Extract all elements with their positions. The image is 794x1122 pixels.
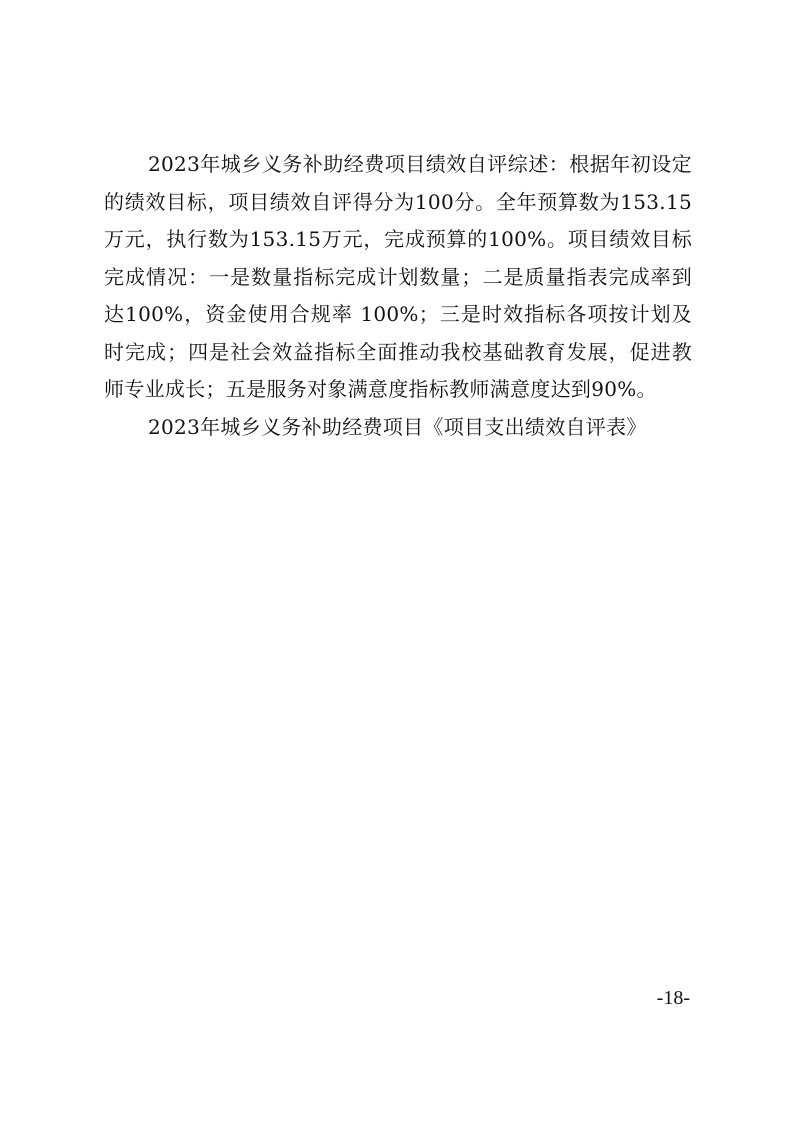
table-title-paragraph: 2023年城乡义务补助经费项目《项目支出绩效自评表》 xyxy=(148,414,647,439)
document-body xyxy=(104,146,692,446)
page-number: -18- xyxy=(656,987,690,1009)
summary-paragraph: 2023年城乡义务补助经费项目绩效自评综述：根据年初设定的绩效目标，项目绩效自评得分为100分。全年预算数为153.15万元，执行数为153.15万元，完成预算的100%。项目绩效目标完成情况：一是数量指标完成计划数量；二是质量指表完成率到达100%，资金使用合规率 100%；三是时效指标各项按计划及时完成；四是社会效益指标全面推动我校基础教育发展，促进教师专业成长；五是服务对象满意度指标教师满意度达到90%。 xyxy=(104,152,692,401)
